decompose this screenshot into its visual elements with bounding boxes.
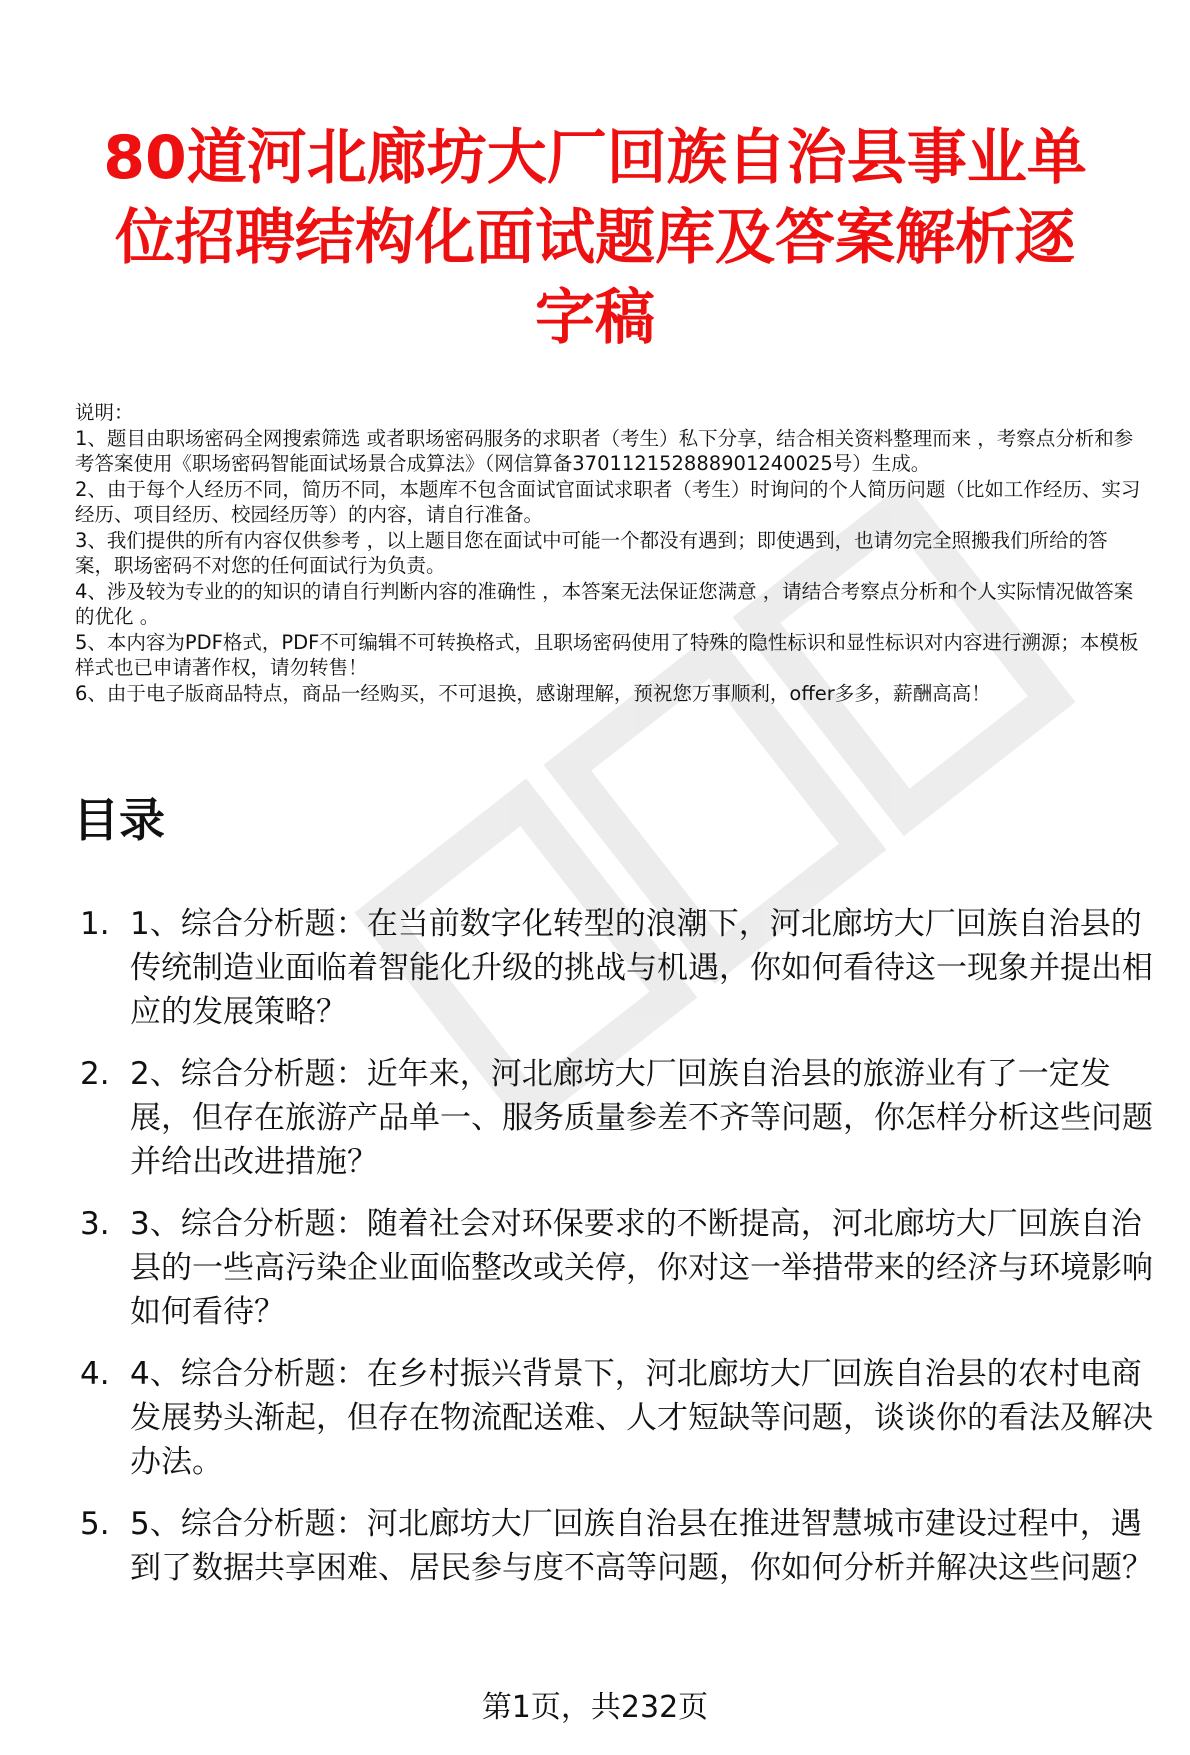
toc-item-number: 5.	[80, 1506, 110, 1542]
document-title: 80道河北廊坊大厂回族自治县事业单位招聘结构化面试题库及答案解析逐字稿	[103, 123, 1087, 353]
toc-item-text: 1、综合分析题：在当前数字化转型的浪潮下，河北廊坊大厂回族自治县的传统制造业面临着智能化升级的挑战与机遇，你如何看待这一现象并提出相应的发展策略？	[130, 906, 1153, 1030]
notes-heading: 说明：	[75, 401, 134, 424]
toc-item[interactable]	[75, 902, 1165, 1034]
toc-item-text: 2、综合分析题：近年来，河北廊坊大厂回族自治县的旅游业有了一定发展，但存在旅游产品单一、服务质量参差不齐等问题，你怎样分析这些问题并给出改进措施？	[130, 1056, 1153, 1180]
toc-heading: 目录	[73, 793, 165, 847]
toc-item[interactable]	[75, 1202, 1165, 1334]
notes-section	[75, 400, 1145, 706]
note-item: 3、我们提供的所有内容仅供参考 ，以上题目您在面试中可能一个都没有遇到；即使遇到，也请勿完全照搬我们所给的答案，职场密码不对您的任何面试行为负责。	[75, 528, 1108, 577]
note-item: 5、本内容为PDF格式，PDF不可编辑不可转换格式，且职场密码使用了特殊的隐性标识和显性标识对内容进行溯源；本模板样式也已申请著作权，请勿转售！	[75, 630, 1139, 679]
toc-item[interactable]	[75, 1052, 1165, 1184]
toc-item-text: 4、综合分析题：在乡村振兴背景下，河北廊坊大厂回族自治县的农村电商发展势头渐起，但存在物流配送难、人才短缺等问题，谈谈你的看法及解决办法。	[130, 1356, 1153, 1480]
toc-list	[75, 902, 1165, 1608]
toc-item-number: 1.	[80, 906, 110, 942]
note-item: 1、题目由职场密码全网搜索筛选 或者职场密码服务的求职者（考生）私下分享，结合相关资料整理而来 ，考察点分析和参考答案使用《职场密码智能面试场景合成算法》（网信算备370112152888901240025号）生成。	[75, 426, 1134, 475]
toc-item-number: 2.	[80, 1056, 110, 1092]
toc-item[interactable]	[75, 1352, 1165, 1484]
toc-item-text: 5、综合分析题：河北廊坊大厂回族自治县在推进智慧城市建设过程中，遇到了数据共享困难、居民参与度不高等问题，你如何分析并解决这些问题？	[130, 1506, 1153, 1586]
toc-item[interactable]	[75, 1502, 1165, 1590]
toc-item-text: 3、综合分析题：随着社会对环保要求的不断提高，河北廊坊大厂回族自治县的一些高污染企业面临整改或关停，你对这一举措带来的经济与环境影响如何看待？	[130, 1206, 1153, 1330]
page-footer: 第1页，共232页	[481, 1690, 709, 1725]
note-item: 2、由于每个人经历不同，简历不同，本题库不包含面试官面试求职者（考生）时询问的个人简历问题（比如工作经历、实习经历、项目经历、校园经历等）的内容，请自行准备。	[75, 477, 1141, 526]
note-item: 6、由于电子版商品特点，商品一经购买，不可退换，感谢理解，预祝您万事顺利，offer多多，薪酬高高！	[75, 681, 991, 705]
note-item: 4、涉及较为专业的的知识的请自行判断内容的准确性 ，本答案无法保证您满意 ，请结合考察点分析和个人实际情况做答案的优化 。	[75, 579, 1134, 628]
toc-item-number: 4.	[80, 1356, 110, 1392]
toc-item-number: 3.	[80, 1206, 110, 1242]
